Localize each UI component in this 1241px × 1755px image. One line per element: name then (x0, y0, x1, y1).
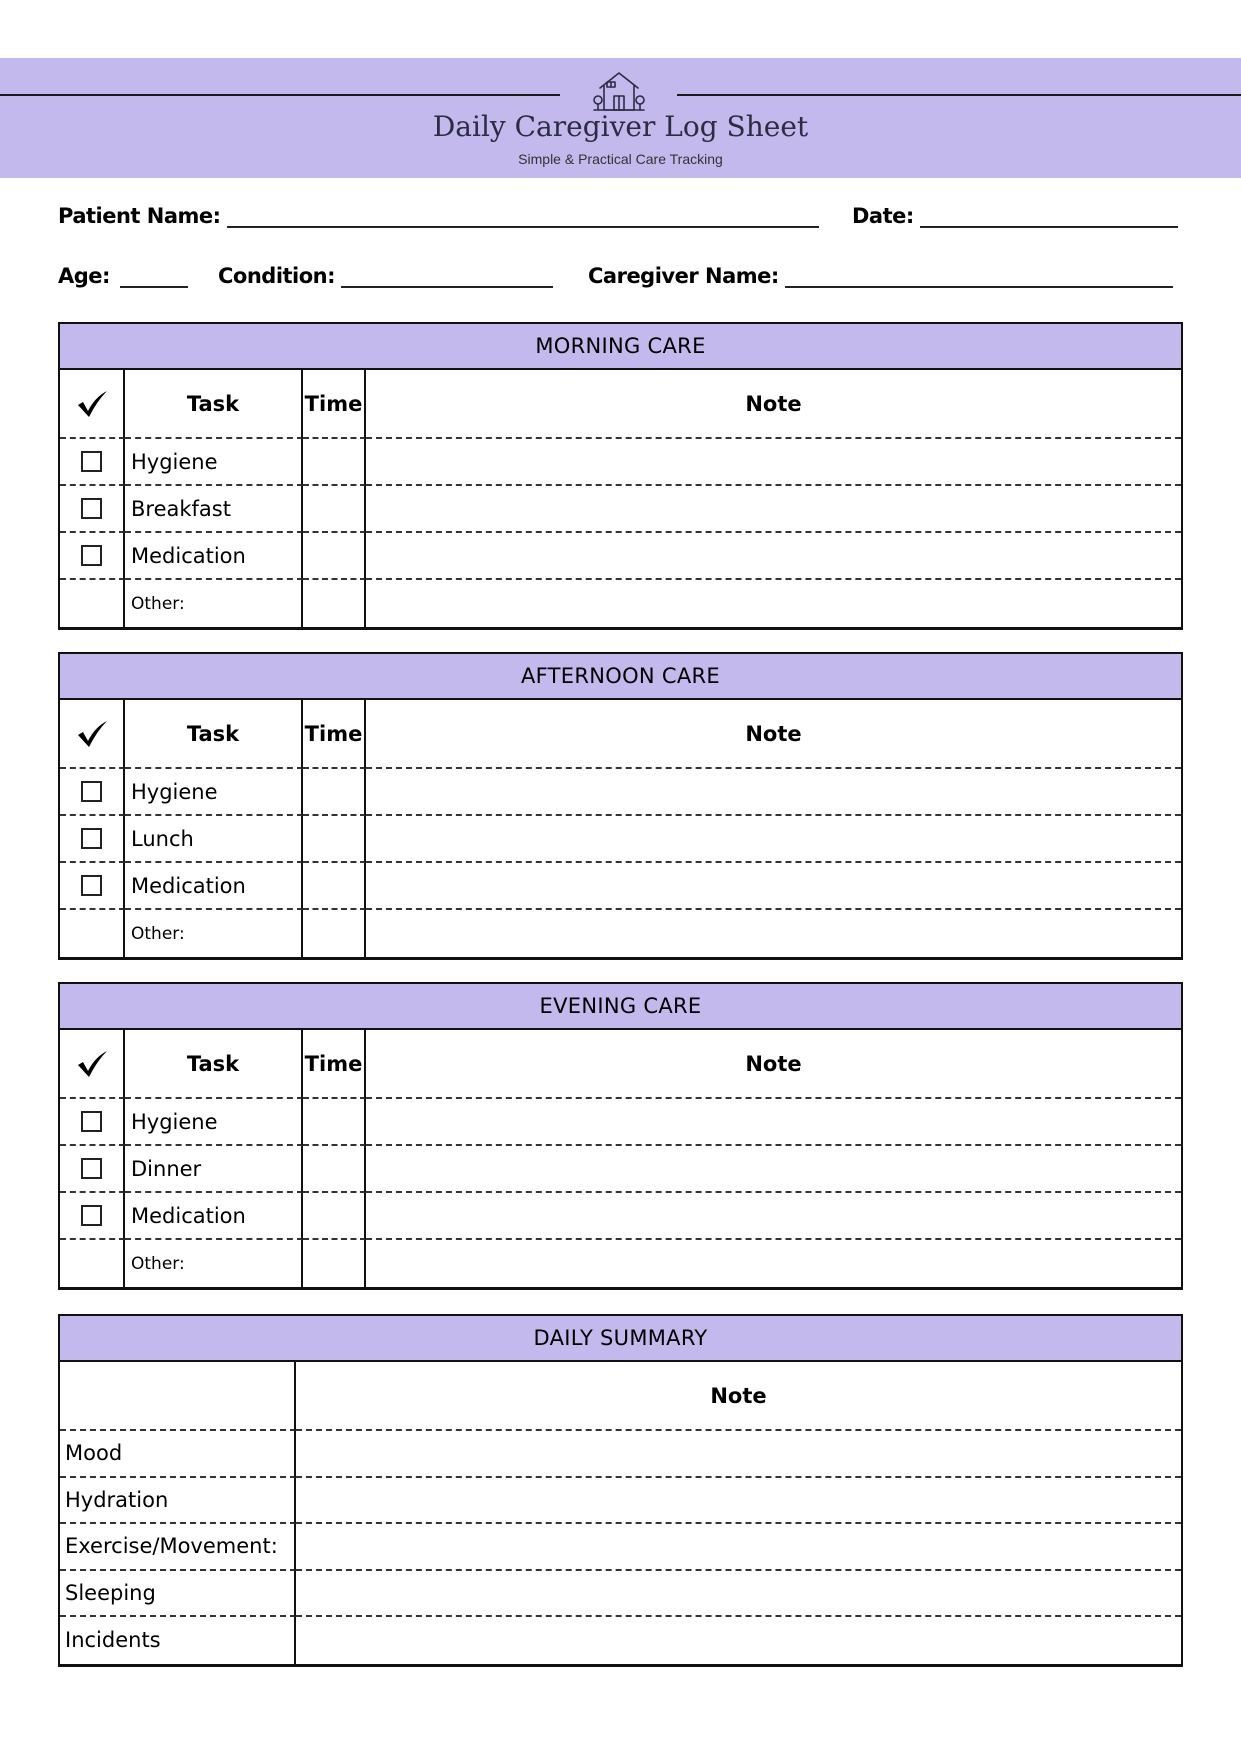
task-checkbox[interactable] (60, 439, 125, 486)
date-line[interactable] (920, 206, 1178, 228)
checkbox-icon[interactable] (81, 875, 102, 896)
task-column-header: Task (125, 370, 303, 439)
patient-name-line[interactable] (227, 206, 819, 228)
summary-row-label: Mood (60, 1431, 296, 1478)
checkbox-icon[interactable] (81, 781, 102, 802)
time-column-header: Time (303, 700, 366, 769)
time-cell[interactable] (303, 1146, 366, 1193)
task-column-header: Task (125, 1030, 303, 1099)
condition-field (218, 264, 553, 288)
note-cell[interactable] (366, 816, 1181, 863)
task-label: Hygiene (125, 769, 303, 816)
note-cell[interactable] (366, 910, 1181, 957)
other-label: Other: (125, 580, 303, 627)
note-cell[interactable] (366, 1193, 1181, 1240)
note-cell[interactable] (366, 1146, 1181, 1193)
note-cell[interactable] (366, 1240, 1181, 1287)
time-cell[interactable] (303, 486, 366, 533)
condition-label: Condition: (218, 264, 336, 288)
time-column-header: Time (303, 1030, 366, 1099)
checkbox-icon[interactable] (81, 545, 102, 566)
summary-note-cell[interactable] (296, 1431, 1181, 1478)
task-label: Breakfast (125, 486, 303, 533)
task-label: Medication (125, 533, 303, 580)
task-label: Lunch (125, 816, 303, 863)
caregiver-name-label: Caregiver Name: (588, 264, 779, 288)
other-label: Other: (125, 1240, 303, 1287)
time-cell[interactable] (303, 769, 366, 816)
caregiver-name-line[interactable] (785, 266, 1173, 288)
note-column-header: Note (366, 1030, 1181, 1099)
time-cell[interactable] (303, 816, 366, 863)
note-cell[interactable] (366, 486, 1181, 533)
date-label: Date: (852, 204, 914, 228)
note-cell[interactable] (366, 580, 1181, 627)
summary-row-label: Exercise/Movement: (60, 1524, 296, 1571)
task-checkbox[interactable] (60, 1193, 125, 1240)
empty-check-cell (60, 910, 125, 957)
task-label: Hygiene (125, 1099, 303, 1146)
summary-note-cell[interactable] (296, 1571, 1181, 1618)
section-title: DAILY SUMMARY (60, 1316, 1181, 1362)
time-column-header: Time (303, 370, 366, 439)
condition-line[interactable] (341, 266, 553, 288)
time-cell[interactable] (303, 1193, 366, 1240)
daily-summary-table (58, 1314, 1183, 1667)
note-column-header: Note (366, 370, 1181, 439)
task-checkbox[interactable] (60, 533, 125, 580)
note-cell[interactable] (366, 863, 1181, 910)
summary-row-label: Sleeping (60, 1571, 296, 1618)
summary-note-cell[interactable] (296, 1524, 1181, 1571)
evening-care-table (58, 982, 1183, 1290)
summary-note-cell[interactable] (296, 1478, 1181, 1525)
task-column-header: Task (125, 700, 303, 769)
checkmark-icon (75, 719, 109, 749)
checkbox-icon[interactable] (81, 451, 102, 472)
task-label: Hygiene (125, 439, 303, 486)
checkmark-icon (75, 1049, 109, 1079)
section-title: EVENING CARE (60, 984, 1181, 1030)
time-cell[interactable] (303, 910, 366, 957)
time-cell[interactable] (303, 580, 366, 627)
check-column-header (60, 370, 125, 439)
checkbox-icon[interactable] (81, 828, 102, 849)
header-rule-left (0, 94, 560, 96)
task-label: Dinner (125, 1146, 303, 1193)
time-cell[interactable] (303, 1099, 366, 1146)
time-cell[interactable] (303, 533, 366, 580)
morning-care-table (58, 322, 1183, 630)
age-field (58, 264, 188, 288)
house-icon (592, 68, 646, 114)
time-cell[interactable] (303, 1240, 366, 1287)
age-label: Age: (58, 264, 110, 288)
section-title: MORNING CARE (60, 324, 1181, 370)
checkbox-icon[interactable] (81, 498, 102, 519)
section-title: AFTERNOON CARE (60, 654, 1181, 700)
page-subtitle: Simple & Practical Care Tracking (518, 151, 723, 167)
note-cell[interactable] (366, 439, 1181, 486)
task-checkbox[interactable] (60, 1099, 125, 1146)
age-line[interactable] (120, 266, 188, 288)
patient-name-field (58, 204, 819, 228)
summary-note-cell[interactable] (296, 1617, 1181, 1664)
empty-check-cell (60, 1240, 125, 1287)
time-cell[interactable] (303, 439, 366, 486)
page-title: Daily Caregiver Log Sheet (432, 110, 809, 143)
note-cell[interactable] (366, 533, 1181, 580)
checkbox-icon[interactable] (81, 1111, 102, 1132)
checkbox-icon[interactable] (81, 1158, 102, 1179)
checkmark-icon (75, 389, 109, 419)
caregiver-name-field (588, 264, 1173, 288)
task-checkbox[interactable] (60, 769, 125, 816)
header-band (0, 58, 1241, 178)
task-label: Medication (125, 1193, 303, 1240)
empty-check-cell (60, 580, 125, 627)
task-checkbox[interactable] (60, 486, 125, 533)
time-cell[interactable] (303, 863, 366, 910)
check-column-header (60, 700, 125, 769)
summary-label-header (60, 1362, 296, 1431)
task-label: Medication (125, 863, 303, 910)
date-field (852, 204, 1178, 228)
patient-name-label: Patient Name: (58, 204, 221, 228)
header-rule-right (677, 94, 1241, 96)
afternoon-care-table (58, 652, 1183, 960)
note-column-header: Note (366, 700, 1181, 769)
summary-row-label: Hydration (60, 1478, 296, 1525)
task-checkbox[interactable] (60, 816, 125, 863)
checkbox-icon[interactable] (81, 1205, 102, 1226)
other-label: Other: (125, 910, 303, 957)
summary-note-header: Note (296, 1362, 1181, 1431)
task-checkbox[interactable] (60, 863, 125, 910)
summary-row-label: Incidents (60, 1617, 296, 1664)
task-checkbox[interactable] (60, 1146, 125, 1193)
note-cell[interactable] (366, 769, 1181, 816)
note-cell[interactable] (366, 1099, 1181, 1146)
check-column-header (60, 1030, 125, 1099)
